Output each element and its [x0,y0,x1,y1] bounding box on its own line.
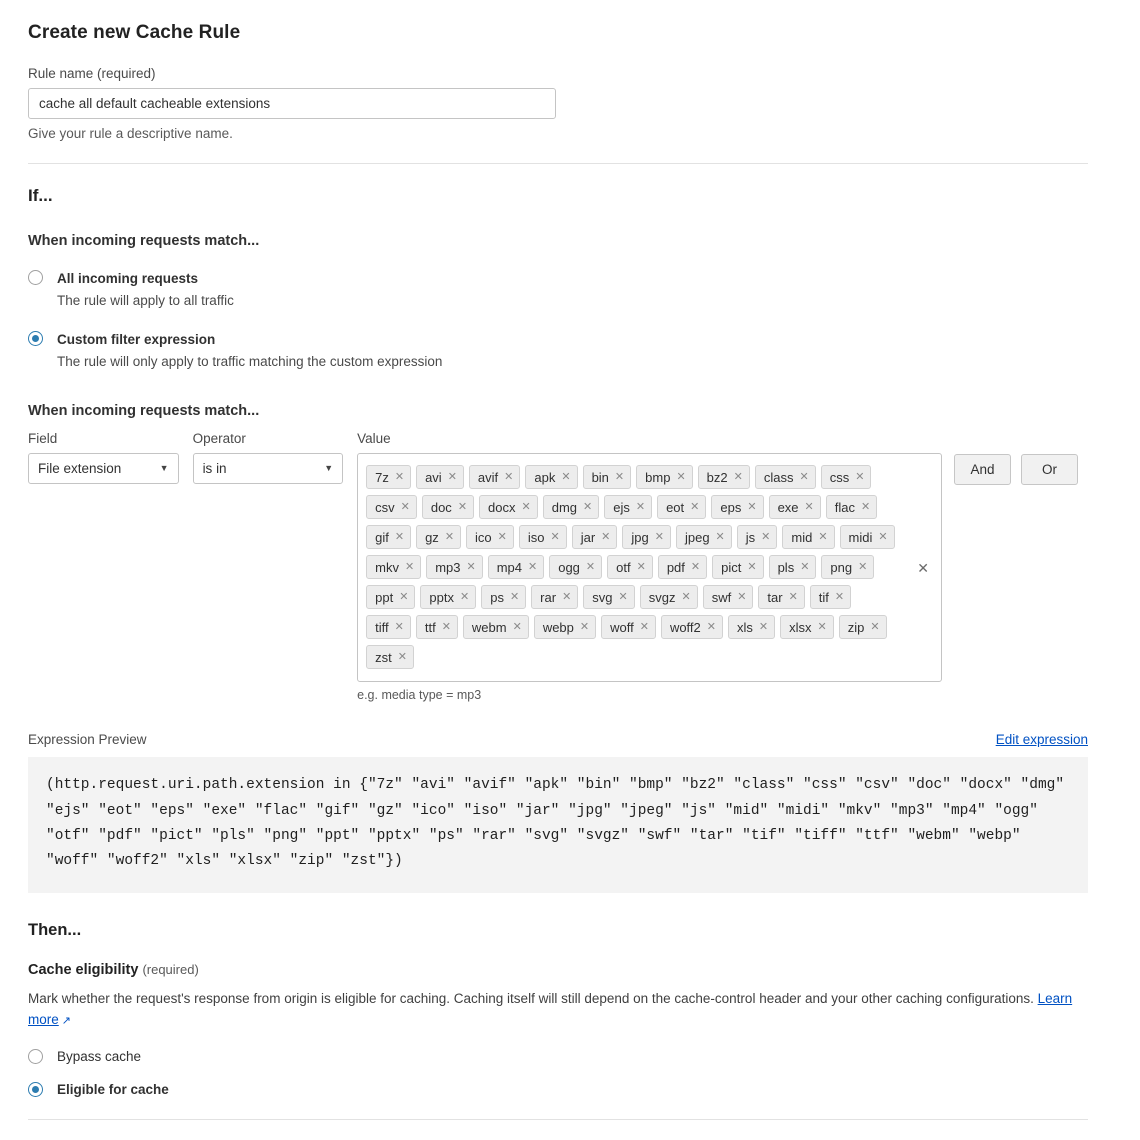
value-token-label: svgz [648,589,676,605]
value-token[interactable] [769,495,821,519]
value-token[interactable] [366,525,411,549]
and-button[interactable]: And [954,454,1011,485]
value-token-label: bz2 [706,469,728,485]
expression-builder [28,431,1088,702]
radio-all-incoming-requests[interactable] [28,269,1088,310]
logic-buttons [954,454,1088,485]
value-token[interactable] [840,525,895,549]
value-token[interactable] [572,525,618,549]
value-token[interactable] [466,525,514,549]
value-token[interactable] [604,495,652,519]
remove-token-icon[interactable]: ✕ [706,620,716,633]
value-token-label: png [830,559,853,575]
value-token[interactable] [479,495,538,519]
field-column [28,431,179,484]
remove-token-icon[interactable]: ✕ [804,500,814,513]
then-heading: Then... [28,920,82,939]
edit-expression-link[interactable]: Edit expression [995,732,1088,748]
value-token-label: woff2 [669,619,701,635]
value-token[interactable] [366,615,411,639]
remove-token-icon[interactable]: ✕ [855,470,865,483]
value-token-label: midi [848,529,873,545]
remove-token-icon[interactable]: ✕ [504,470,514,483]
value-token[interactable] [826,495,877,519]
remove-token-icon[interactable]: ✕ [404,560,415,573]
value-token[interactable] [782,525,834,549]
remove-token-icon[interactable]: ✕ [509,590,520,603]
remove-token-icon[interactable]: ✕ [676,470,686,483]
remove-token-icon[interactable]: ✕ [397,650,407,663]
value-token[interactable] [712,555,763,579]
value-token[interactable] [366,645,414,669]
operator-column [193,431,344,484]
remove-token-icon[interactable]: ✕ [394,470,405,483]
remove-token-icon[interactable]: ✕ [497,530,507,543]
expression-preview-header [28,732,1088,747]
radio-custom-filter-desc: The rule will only apply to traffic matching the custom expression [57,353,443,369]
value-token-label: webp [542,619,574,635]
radio-icon-bypass-cache[interactable] [28,1049,43,1064]
value-token[interactable] [657,495,706,519]
clear-icon[interactable]: ✕ [917,559,929,576]
value-token-label: jpeg [684,529,710,545]
value-token-label: jar [580,529,596,545]
value-token-label: class [763,469,794,485]
remove-token-icon[interactable]: ✕ [521,500,531,513]
radio-all-requests-desc: The rule will apply to all traffic [57,292,234,308]
expression-preview-text: (http.request.uri.path.extension in {"7z" "avi" "avif" "apk" "bin" "bmp" "bz2" "class" "css" "csv" "doc" "docx" "dmg" "ejs" "eot" "eps" "exe" "flac" "gif" "gz" "ico" "iso" "jar" "jpg" "jpeg" "js" "mid" "midi" "mkv" "mp3" "mp4" "ogg" "otf" "pdf" "pict" "pls" "png" "ppt" "pptx" "ps" "rar" "svg" "svgz" "swf" "tar" "tif" "tiff" "ttf" "webm" "webp" "woff" "woff2" "xls" "xlsx" "zip" "zst"}) [28,757,1088,893]
remove-token-icon[interactable]: ✕ [747,560,757,573]
remove-token-icon[interactable]: ✕ [818,530,828,543]
cache-eligibility-required: (required) [142,961,199,977]
value-token-label: css [829,469,850,485]
remove-token-icon[interactable]: ✕ [681,590,691,603]
value-token-label: mp3 [435,559,461,575]
value-token-label: gif [375,529,389,545]
remove-token-icon[interactable]: ✕ [457,500,468,513]
value-token-label: jpg [631,529,649,545]
value-token[interactable] [703,585,754,609]
value-token-label: ps [490,589,504,605]
value-token[interactable] [758,585,804,609]
value-token-label: mid [791,529,813,545]
radio-bypass-cache[interactable] [28,1049,1088,1064]
remove-token-icon[interactable]: ✕ [834,590,845,603]
value-token[interactable] [534,615,596,639]
cache-eligibility-label [28,962,1088,978]
operator-select-value: is in [202,461,227,477]
value-token[interactable] [366,495,417,519]
remove-token-icon[interactable]: ✕ [870,620,880,633]
value-token-label: svg [592,589,613,605]
remove-token-icon[interactable]: ✕ [512,620,522,633]
remove-token-icon[interactable]: ✕ [654,530,664,543]
value-token-label: bmp [645,469,671,485]
value-token-label: zip [847,619,865,635]
field-select[interactable] [28,453,179,484]
value-token[interactable] [607,555,653,579]
value-token[interactable] [755,465,816,489]
value-token-label: ico [475,529,492,545]
remove-token-icon[interactable]: ✕ [614,470,625,483]
remove-token-icon[interactable]: ✕ [561,470,571,483]
remove-token-icon[interactable]: ✕ [747,500,757,513]
remove-token-icon[interactable]: ✕ [447,470,457,483]
value-token-label: xlsx [789,619,812,635]
value-token[interactable] [769,555,817,579]
value-token[interactable] [622,525,671,549]
remove-token-icon[interactable]: ✕ [858,560,868,573]
section-divider [28,163,1088,164]
value-token-label: xls [737,619,753,635]
remove-token-icon[interactable]: ✕ [399,590,409,603]
value-token-input[interactable] [357,453,942,682]
radio-custom-filter-expression[interactable] [28,330,1088,371]
remove-token-icon[interactable]: ✕ [817,620,827,633]
value-token[interactable] [583,465,632,489]
value-token-label: iso [527,529,545,545]
value-token[interactable] [481,585,526,609]
value-token-label: docx [488,499,516,515]
remove-token-icon[interactable]: ✕ [550,530,560,543]
value-token[interactable] [366,585,415,609]
value-token-label: avif [477,469,499,485]
value-token-label: otf [616,559,631,575]
value-token-label: bin [591,469,609,485]
remove-token-icon[interactable]: ✕ [466,560,476,573]
value-token[interactable] [525,465,577,489]
value-token-label: woff [610,619,634,635]
value-token-label: pict [721,559,742,575]
value-token[interactable] [426,555,483,579]
field-label: Field [28,431,58,447]
value-token[interactable] [839,615,887,639]
value-token[interactable] [519,525,567,549]
value-token[interactable] [728,615,775,639]
value-token-label: pptx [429,589,454,605]
value-token-label: gz [425,529,439,545]
value-token-label: doc [430,499,452,515]
learn-more-link[interactable]: Learn more [28,990,1073,1028]
value-token[interactable] [658,555,707,579]
value-hint: e.g. media type = mp3 [357,688,482,703]
radio-eligible-for-cache-label: Eligible for cache [57,1081,169,1097]
remove-token-icon[interactable]: ✕ [635,500,646,513]
rule-name-label: Rule name (required) [28,66,156,81]
field-select-value: File extension [38,461,122,477]
operator-label: Operator [192,431,246,447]
remove-token-icon[interactable]: ✕ [583,500,593,513]
remove-token-icon[interactable]: ✕ [579,620,590,633]
value-token[interactable] [640,585,698,609]
remove-token-icon[interactable]: ✕ [800,560,810,573]
bottom-divider [28,1119,1088,1120]
remove-token-icon[interactable]: ✕ [601,530,611,543]
value-token[interactable] [698,465,750,489]
value-token[interactable] [366,555,421,579]
cache-eligibility-description [28,988,1088,1031]
rule-name-input[interactable] [28,88,556,119]
value-token-label: eps [720,499,742,515]
value-token-label: pdf [666,559,685,575]
remove-token-icon[interactable]: ✕ [444,530,455,543]
remove-token-icon[interactable]: ✕ [460,590,470,603]
value-token[interactable] [821,465,872,489]
value-token-label: flac [834,499,855,515]
value-token[interactable] [636,465,693,489]
value-token[interactable] [366,465,411,489]
value-token[interactable] [810,585,851,609]
radio-custom-filter-title: Custom filter expression [57,332,216,348]
remove-token-icon[interactable]: ✕ [690,500,700,513]
value-token-label: tif [818,589,829,605]
value-token-label: tar [767,589,783,605]
value-token[interactable] [661,615,723,639]
operator-select[interactable] [193,453,344,484]
value-token[interactable] [422,495,474,519]
value-token-label: webm [471,619,507,635]
remove-token-icon[interactable]: ✕ [528,560,538,573]
remove-token-icon[interactable]: ✕ [394,530,405,543]
page-title: Create new Cache Rule [28,22,241,43]
remove-token-icon[interactable]: ✕ [690,560,701,573]
value-token[interactable] [469,465,520,489]
value-token-label: js [745,529,756,545]
value-token[interactable] [737,525,778,549]
radio-icon-eligible-for-cache[interactable] [28,1082,43,1097]
radio-icon-custom-filter[interactable] [28,331,43,346]
cache-eligibility-title: Cache eligibility [28,961,139,978]
remove-token-icon[interactable]: ✕ [639,620,649,633]
value-token[interactable] [543,495,600,519]
value-token-label: ejs [613,499,630,515]
value-token-label: mp4 [496,559,522,575]
remove-token-icon[interactable]: ✕ [618,590,628,603]
chevron-down-icon: ▼ [159,463,169,474]
value-label: Value [357,431,391,447]
radio-icon-all-requests[interactable] [28,270,43,285]
remove-token-icon[interactable]: ✕ [878,530,888,543]
value-token-label: mkv [375,559,399,575]
if-heading: If... [28,186,53,205]
remove-token-icon[interactable]: ✕ [400,500,410,513]
remove-token-icon[interactable]: ✕ [799,470,809,483]
remove-token-icon[interactable]: ✕ [761,530,771,543]
value-token-label: apk [534,469,556,485]
value-token-label: swf [711,589,732,605]
cache-eligibility-description-text: Mark whether the request's response from origin is eligible for caching. Caching itself will still depend on the cache-control header and your other caching configurations. [28,990,1038,1006]
value-token[interactable] [780,615,834,639]
value-token[interactable] [416,465,464,489]
rule-name-helper: Give your rule a descriptive name. [28,126,233,141]
radio-bypass-cache-label: Bypass cache [57,1048,142,1064]
remove-token-icon[interactable]: ✕ [758,620,769,633]
remove-token-icon[interactable]: ✕ [636,560,646,573]
remove-token-icon[interactable]: ✕ [860,500,871,513]
value-token-label: 7z [375,469,389,485]
value-token-label: dmg [551,499,578,515]
value-token[interactable] [549,555,602,579]
value-token-label: ogg [558,559,580,575]
if-subheading: When incoming requests match... [28,233,260,249]
radio-eligible-for-cache[interactable] [28,1082,1088,1097]
remove-token-icon[interactable]: ✕ [562,590,572,603]
remove-token-icon[interactable]: ✕ [441,620,451,633]
builder-heading: When incoming requests match... [28,403,260,420]
value-token[interactable] [416,525,461,549]
external-link-icon: ↗ [61,1015,71,1028]
radio-all-requests-title: All incoming requests [57,271,199,286]
value-token-label: eot [666,499,685,515]
value-token[interactable] [416,615,458,639]
remove-token-icon[interactable]: ✕ [585,560,596,573]
value-token[interactable] [531,585,578,609]
value-token[interactable] [601,615,656,639]
remove-token-icon[interactable]: ✕ [715,530,725,543]
value-token[interactable] [463,615,529,639]
value-token-label: ppt [375,589,394,605]
remove-token-icon[interactable]: ✕ [733,470,743,483]
remove-token-icon[interactable]: ✕ [788,590,798,603]
expression-preview-label: Expression Preview [28,732,147,748]
value-token[interactable] [821,555,874,579]
value-token-label: ttf [424,619,436,635]
value-token[interactable] [420,585,476,609]
value-token-label: tiff [375,619,389,635]
rule-name-group [28,66,1088,141]
value-token[interactable] [676,525,732,549]
value-token-label: exe [777,499,799,515]
remove-token-icon[interactable]: ✕ [394,620,404,633]
value-token[interactable] [711,495,763,519]
value-token[interactable] [583,585,634,609]
or-button[interactable]: Or [1021,454,1078,485]
value-token-label: rar [540,589,557,605]
remove-token-icon[interactable]: ✕ [737,590,747,603]
value-token-label: avi [425,469,442,485]
value-column [357,431,942,702]
value-token[interactable] [488,555,545,579]
value-token-label: zst [375,649,392,665]
value-token-label: pls [777,559,795,575]
value-token-label: csv [375,499,395,515]
chevron-down-icon: ▼ [324,463,334,474]
